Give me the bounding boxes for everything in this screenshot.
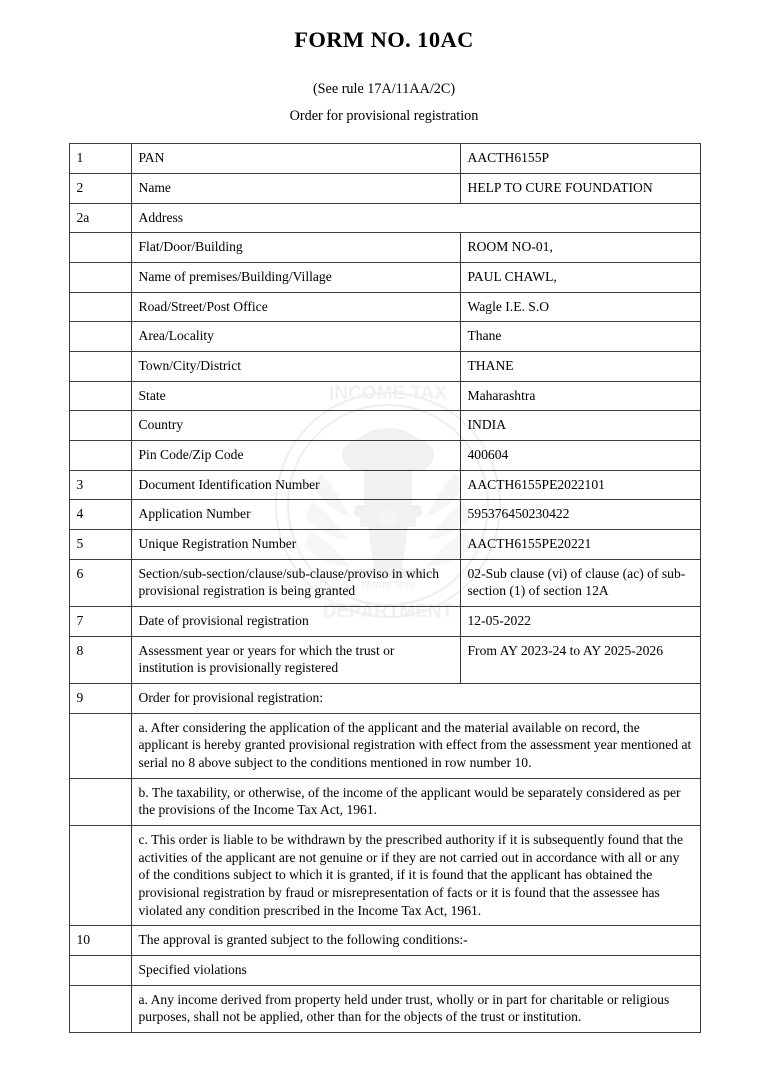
row-label: Road/Street/Post Office xyxy=(131,292,460,322)
row-paragraph-text: a. After considering the application of the applicant and the material available on record, the applicant is hereby granted provisional registration with effect from the assessment year mentioned at serial no 8 above subject to the conditions mentioned in row number 10. xyxy=(131,713,700,778)
row-value: THANE xyxy=(460,351,700,381)
document-header xyxy=(0,0,768,126)
table-row xyxy=(69,203,700,233)
row-label: PAN xyxy=(131,144,460,174)
rule-reference: (See rule 17A/11AA/2C) xyxy=(312,81,456,97)
row-label: Specified violations xyxy=(131,956,700,986)
page-title: FORM NO. 10AC xyxy=(294,27,474,52)
watermark-text-top: INCOME TAX xyxy=(329,383,447,404)
row-value: AACTH6155PE2022101 xyxy=(460,470,700,500)
row-serial-number xyxy=(69,233,131,263)
form-table-container xyxy=(69,143,700,1033)
row-serial-number: 10 xyxy=(69,926,131,956)
row-value: Wagle I.E. S.O xyxy=(460,292,700,322)
table-row xyxy=(69,411,700,441)
watermark-text-bottom: DEPARTMENT xyxy=(322,601,454,622)
row-paragraph-text: a. Any income derived from property held under trust, wholly or in part for charitable or religious purposes, shall not be applied, other than for the objects of the trust or institution. xyxy=(131,985,700,1032)
table-row xyxy=(69,778,700,825)
row-serial-number: 1 xyxy=(69,144,131,174)
row-value: PAUL CHAWL, xyxy=(460,262,700,292)
row-label: The approval is granted subject to the following conditions:- xyxy=(131,926,700,956)
row-serial-number xyxy=(69,411,131,441)
row-serial-number xyxy=(69,322,131,352)
form-table xyxy=(69,143,701,1033)
table-row xyxy=(69,926,700,956)
table-row xyxy=(69,825,700,925)
row-serial-number: 3 xyxy=(69,470,131,500)
row-serial-number xyxy=(69,440,131,470)
row-label: Document Identification Number xyxy=(131,470,460,500)
row-value: AACTH6155PE20221 xyxy=(460,529,700,559)
row-label: Address xyxy=(131,203,700,233)
order-subtitle: Order for provisional registration xyxy=(289,107,479,124)
row-label: Area/Locality xyxy=(131,322,460,352)
table-row xyxy=(69,636,700,683)
table-row xyxy=(69,606,700,636)
form-table-body xyxy=(69,144,700,1033)
table-row xyxy=(69,500,700,530)
table-row xyxy=(69,233,700,263)
row-value: 595376450230422 xyxy=(460,500,700,530)
row-serial-number xyxy=(69,381,131,411)
row-value: Thane xyxy=(460,322,700,352)
row-label: State xyxy=(131,381,460,411)
row-label: Flat/Door/Building xyxy=(131,233,460,263)
table-row xyxy=(69,713,700,778)
row-value: From AY 2023-24 to AY 2025-2026 xyxy=(460,636,700,683)
table-row xyxy=(69,440,700,470)
table-row xyxy=(69,322,700,352)
row-label: Application Number xyxy=(131,500,460,530)
row-label: Unique Registration Number xyxy=(131,529,460,559)
row-value: 400604 xyxy=(460,440,700,470)
table-row xyxy=(69,683,700,713)
table-row xyxy=(69,381,700,411)
row-value: HELP TO CURE FOUNDATION xyxy=(460,173,700,203)
row-label: Pin Code/Zip Code xyxy=(131,440,460,470)
table-row xyxy=(69,470,700,500)
row-serial-number: 5 xyxy=(69,529,131,559)
row-paragraph-text: b. The taxability, or otherwise, of the income of the applicant would be separately considered as per the provisions of the Income Tax Act, 1961. xyxy=(131,778,700,825)
table-row xyxy=(69,985,700,1032)
row-label: Order for provisional registration: xyxy=(131,683,700,713)
row-serial-number xyxy=(69,262,131,292)
row-label: Country xyxy=(131,411,460,441)
table-row xyxy=(69,351,700,381)
row-serial-number: 6 xyxy=(69,559,131,606)
row-label: Town/City/District xyxy=(131,351,460,381)
row-label: Section/sub-section/clause/sub-clause/proviso in which provisional registration is being granted xyxy=(131,559,460,606)
row-value: Maharashtra xyxy=(460,381,700,411)
row-serial-number: 8 xyxy=(69,636,131,683)
row-paragraph-text: c. This order is liable to be withdrawn by the prescribed authority if it is subsequently found that the activities of the applicant are not genuine or if they are not carried out in accordance with all or any of the conditions subject to which it is granted, if it is found that the applicant has obtained the provisional registration by fraud or misrepresentation of facts or it is found that the assessee has violated any condition prescribed in the Income Tax Act, 1961. xyxy=(131,825,700,925)
row-label: Name xyxy=(131,173,460,203)
row-serial-number: 9 xyxy=(69,683,131,713)
row-value: ROOM NO-01, xyxy=(460,233,700,263)
row-serial-number xyxy=(69,292,131,322)
table-row xyxy=(69,956,700,986)
row-serial-number xyxy=(69,351,131,381)
table-row xyxy=(69,262,700,292)
row-serial-number: 2a xyxy=(69,203,131,233)
row-serial-number: 4 xyxy=(69,500,131,530)
table-row xyxy=(69,173,700,203)
watermark-motto: सत्यमेव जयते xyxy=(361,580,415,592)
table-row xyxy=(69,529,700,559)
row-label: Date of provisional registration xyxy=(131,606,460,636)
row-serial-number xyxy=(69,778,131,825)
row-label: Assessment year or years for which the trust or institution is provisionally registered xyxy=(131,636,460,683)
row-value: AACTH6155P xyxy=(460,144,700,174)
table-row xyxy=(69,559,700,606)
row-serial-number xyxy=(69,985,131,1032)
row-serial-number: 7 xyxy=(69,606,131,636)
table-row xyxy=(69,144,700,174)
row-label: Name of premises/Building/Village xyxy=(131,262,460,292)
row-serial-number xyxy=(69,825,131,925)
row-value: INDIA xyxy=(460,411,700,441)
row-value: 12-05-2022 xyxy=(460,606,700,636)
row-serial-number xyxy=(69,956,131,986)
row-serial-number: 2 xyxy=(69,173,131,203)
table-row xyxy=(69,292,700,322)
row-value: 02-Sub clause (vi) of clause (ac) of sub-section (1) of section 12A xyxy=(460,559,700,606)
row-serial-number xyxy=(69,713,131,778)
